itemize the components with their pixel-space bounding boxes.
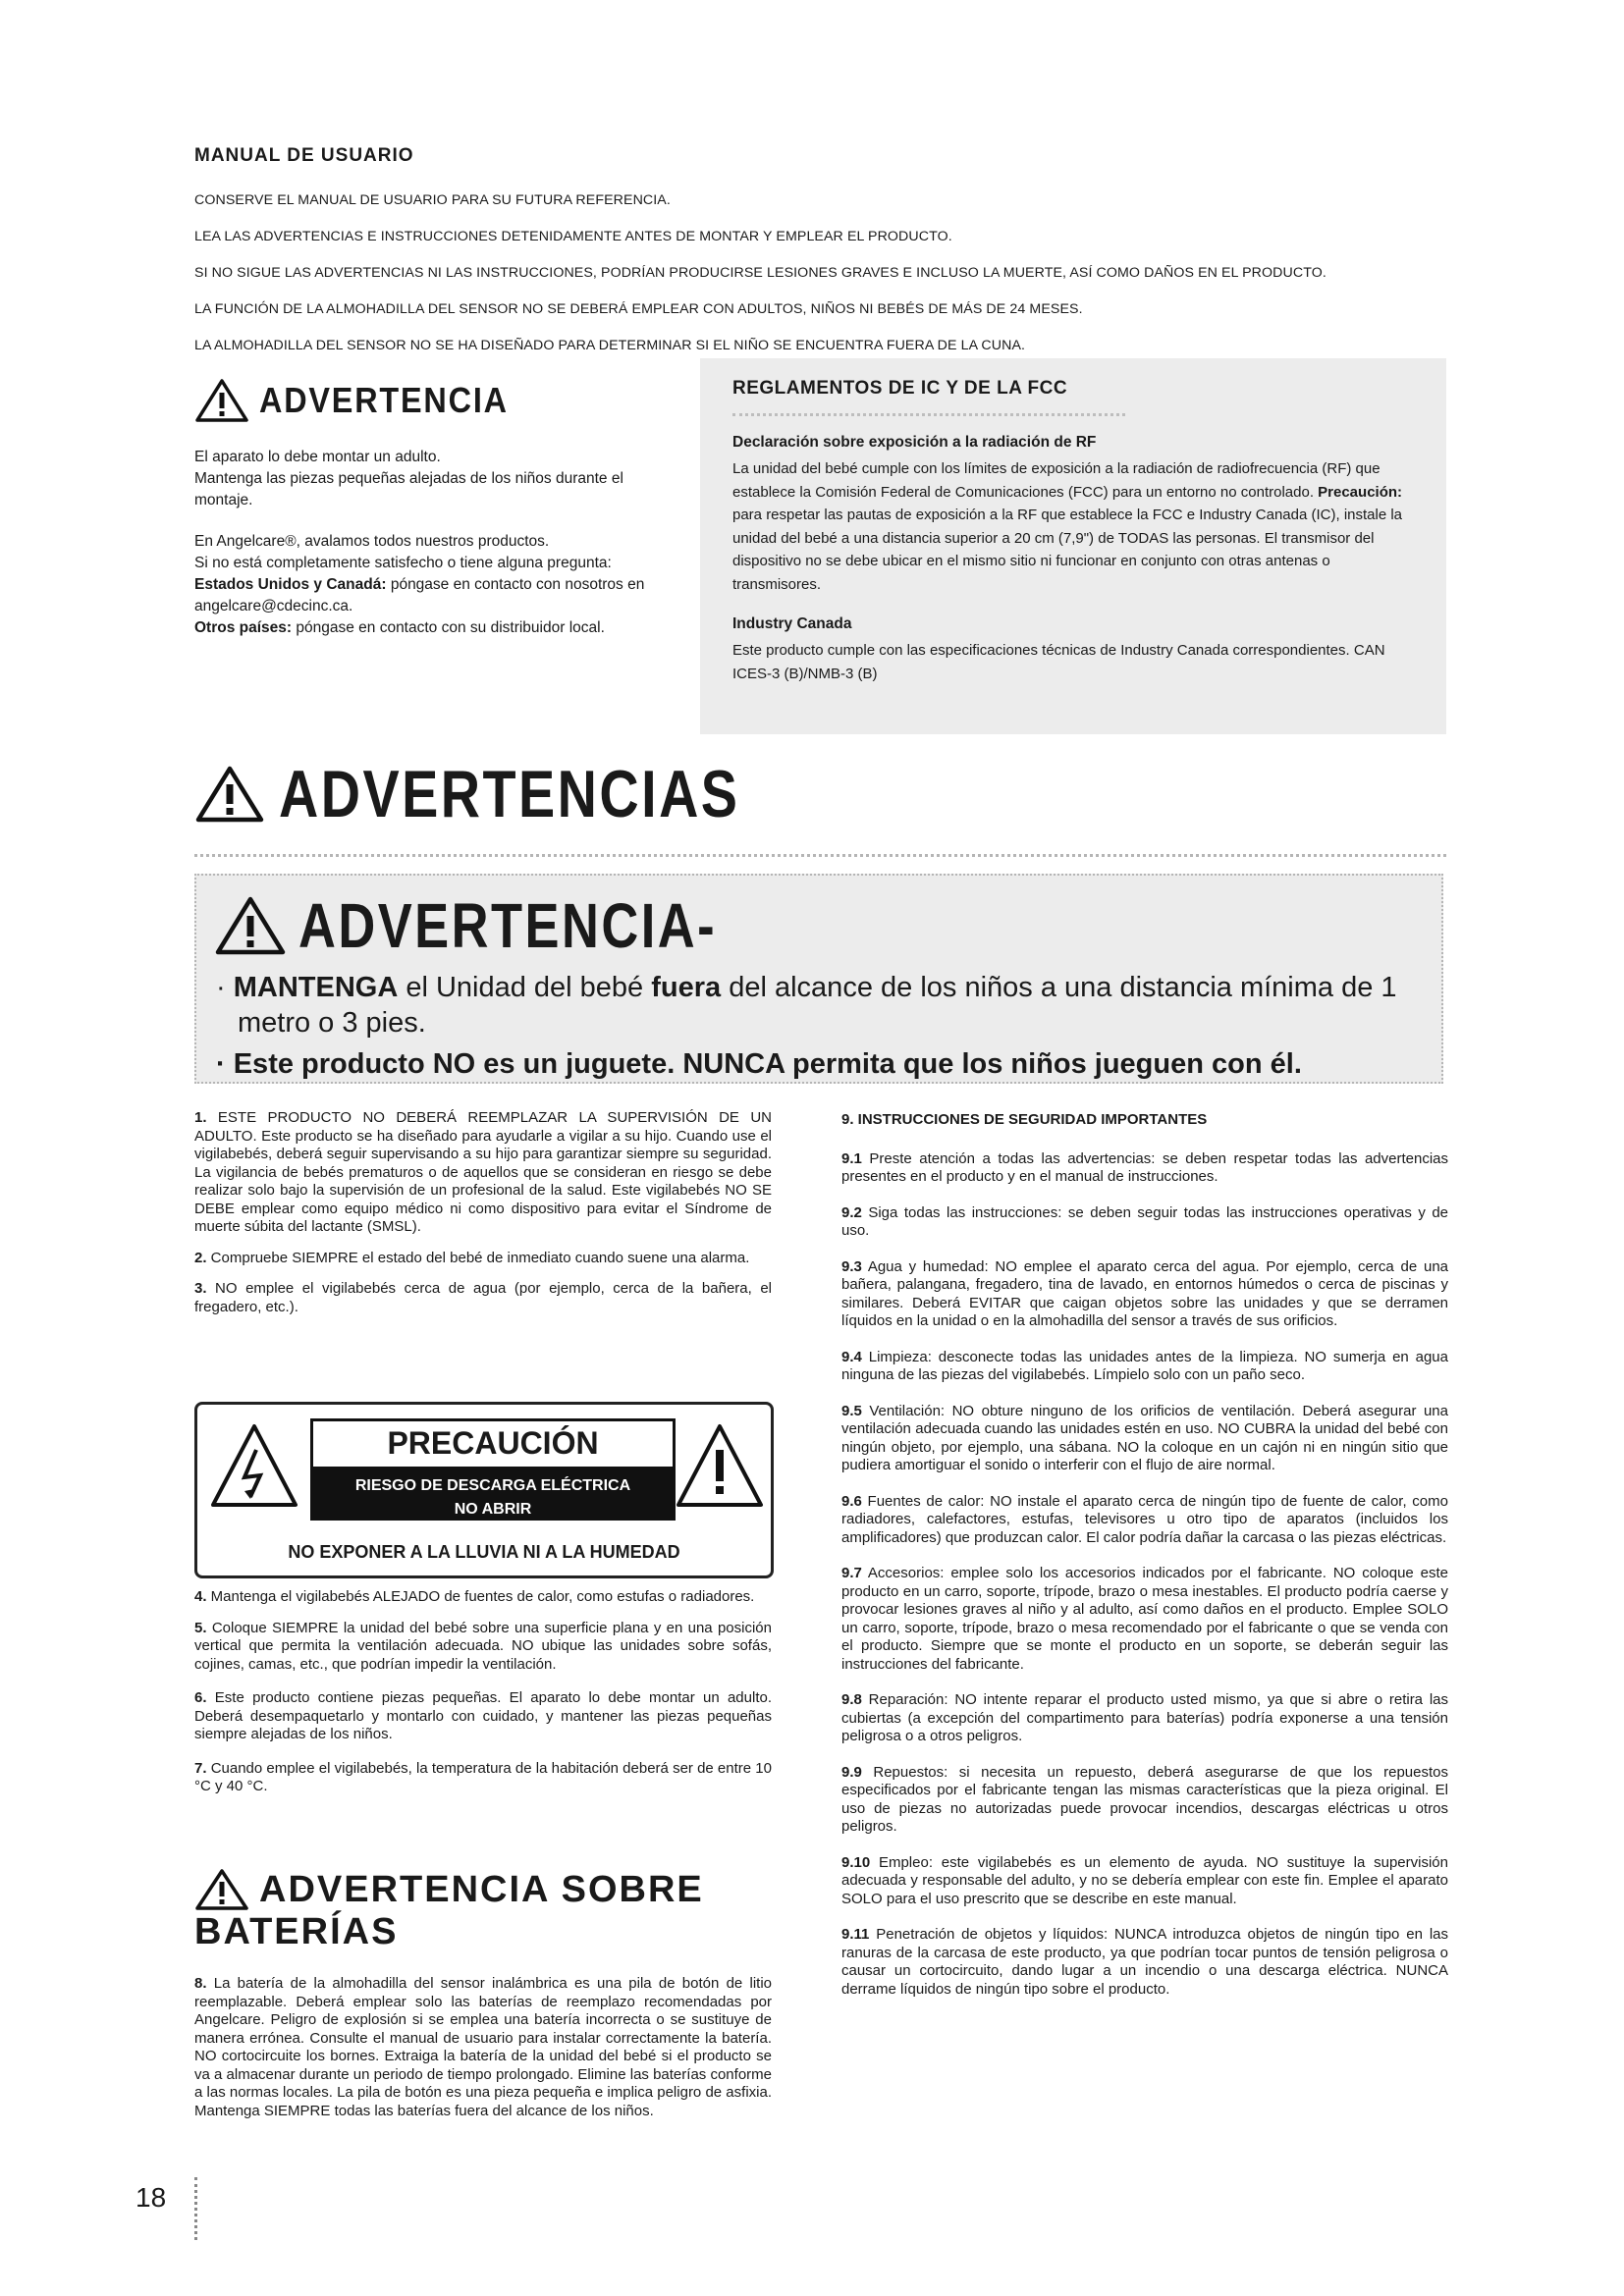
list-item: 9.8 Reparación: NO intente reparar el producto usted mismo, ya que si abre o retira las cubiertas (a excepción del compartimento para baterías) podría exponerse a una tensión peligrosa o a otros peligros. bbox=[841, 1691, 1448, 1744]
list-item: 2. Compruebe SIEMPRE el estado del bebé de inmediato cuando suene una alarma. bbox=[194, 1249, 750, 1266]
list-item: 7. Cuando emplee el vigilabebés, la temperatura de la habitación deberá ser de entre 10 °C y 40 °C. bbox=[194, 1759, 772, 1794]
list-item: 9.4 Limpieza: desconecte todas las unidades antes de la limpieza. NO sumerja en agua ninguna de las piezas del vigilabebés. Límpielo solo con un paño seco. bbox=[841, 1348, 1448, 1383]
advertencias-heading: ADVERTENCIAS bbox=[194, 756, 841, 832]
list-item: 8. La batería de la almohadilla del sensor inalámbrica es una pila de botón de litio reemplazable. Deberá emplear solo las baterías de reemplazo recomendadas por Angelcare. Peligro de explosión si se emplea una batería incorrecta o se sustituye de manera errónea. Consulte el manual de usuario para instalar correctamente la batería. NO cortocircuite los bornes. Extraiga la batería de la unidad del bebé si el producto se va a almacenar durante un periodo de tiempo prolongado. Elimine las baterías conforme a las normas locales. La pila de botón es una pieza pequeña e implica peligro de asfixia. Mantenga SIEMPRE todas las baterías fuera del alcance de los niños. bbox=[194, 1975, 772, 2119]
assembly-note: El aparato lo debe montar un adulto. Mantenga las piezas pequeñas alejadas de los niños durante el montaje. bbox=[194, 449, 623, 508]
ic-text: Este producto cumple con las especificaciones técnicas de Industry Canada correspondientes. CAN ICES-3 (B)/NMB-3 (B) bbox=[732, 642, 1385, 682]
fcc-ic-box bbox=[700, 358, 1446, 734]
header-notice bbox=[194, 183, 1461, 364]
manual-title: MANUAL DE USUARIO bbox=[194, 145, 414, 166]
safety-section-title: 9. INSTRUCCIONES DE SEGURIDAD IMPORTANTES bbox=[841, 1111, 1208, 1128]
list-item: 1. ESTE PRODUCTO NO DEBERÁ REEMPLAZAR LA SUPERVISIÓN DE UN ADULTO. Este producto se ha diseñado para ayudarle a vigilar a su hijo. Cuando use el vigilabebés, deberá seguir supervisando a su hijo para garantizar siempre su seguridad. La vigilancia de bebés prematuros o de aquellos que se consideran en riesgo se debe realizar solo bajo la supervisión de un profesional de la salud. Este vigilabebés NO SE DEBE emplear como equipo médico ni como dispositivo para evitar el Síndrome de muerte súbita del lactante (SMSL). bbox=[194, 1109, 772, 1235]
list-item: 9.6 Fuentes de calor: NO instale el aparato cerca de ningún tipo de fuente de calor, como radiadores, calefactores, estufas, televisores u otro tipo de aparatos (incluidos los amplificadores) que produzcan calor. El calor podría dañar la carcasa o las piezas eléctricas. bbox=[841, 1492, 1448, 1546]
list-item: 9.11 Penetración de objetos y líquidos: NUNCA introduzca objetos de ningún tipo en las ranuras de la carcasa de este producto, ya que podrían tocar puntos de tensión peligrosa o causar un cortocircuito, dando lugar a un incendio o una descarga eléctrica. NUNCA derrame líquidos de ningún tipo sobre el producto. bbox=[841, 1926, 1448, 1998]
right-column bbox=[841, 1111, 1448, 2016]
list-item: 6. Este producto contiene piezas pequeñas. El aparato lo debe montar un adulto. Deberá desempaquetarlo y montarlo con cuidado, y mantener las piezas pequeñas siempre alejadas de los niños. bbox=[194, 1689, 772, 1742]
divider bbox=[194, 854, 1446, 857]
header-line: LA FUNCIÓN DE LA ALMOHADILLA DEL SENSOR NO SE DEBERÁ EMPLEAR CON ADULTOS, NIÑOS NI BEBÉS DE MÁS DE 24 MESES. bbox=[194, 301, 1083, 317]
list-item: 5. Coloque SIEMPRE la unidad del bebé sobre una superficie plana y en una posición vertical que permita la ventilación adecuada. NO ubique las unidades sobre sofás, cojines, camas, etc., que podrían impedir la ventilación. bbox=[194, 1619, 772, 1673]
list-item: 9.5 Ventilación: NO obture ninguno de los orificios de ventilación. Deberá asegurar una ventilación adecuada cuando las unidades estén en uso. NO CUBRA la unidad del bebé con ningún objeto, por ejemplo, una sábana. NO la coloque en un cajón ni en ningún sitio que pudiera amortiguar el sonido o interferir con el flujo de aire normal. bbox=[841, 1402, 1448, 1473]
list-item: 9.9 Repuestos: si necesita un repuesto, deberá asegurarse de que los repuestos especificados por el fabricante tengan las mismas características que la pieza original. El uso de piezas no autorizadas puede provocar incendios, descargas eléctricas u otros peligros. bbox=[841, 1763, 1448, 1835]
advertencia-block bbox=[194, 378, 656, 639]
exclamation-triangle-icon bbox=[675, 1422, 765, 1511]
header-line: LA ALMOHADILLA DEL SENSOR NO SE HA DISEÑADO PARA DETERMINAR SI EL NIÑO SE ENCUENTRA FUERA DE LA CUNA. bbox=[194, 338, 1026, 353]
page-number-divider bbox=[194, 2177, 197, 2240]
header-line: SI NO SIGUE LAS ADVERTENCIAS NI LAS INSTRUCCIONES, PODRÍAN PRODUCIRSE LESIONES GRAVES E INCLUSO LA MUERTE, ASÍ COMO DAÑOS EN EL PRODUCTO. bbox=[194, 265, 1326, 281]
warning-box bbox=[194, 874, 1443, 1084]
warning-triangle-icon bbox=[194, 765, 265, 824]
warning-box-title: ADVERTENCIA- bbox=[298, 890, 718, 961]
list-item: 9.3 Agua y humedad: NO emplee el aparato cerca del agua. Por ejemplo, cerca de una bañera, palangana, fregadero, tina de lavado, en entornos húmedos o cerca de piscinas y similares. Deberá EVITAR que caigan objetos sobre las unidades y que se derramen líquidos en la unidad o en la almohadilla del sensor a través de sus orificios. bbox=[841, 1257, 1448, 1329]
header-line: CONSERVE EL MANUAL DE USUARIO PARA SU FUTURA REFERENCIA. bbox=[194, 192, 671, 208]
list-item: 3. NO emplee el vigilabebés cerca de agua (por ejemplo, cerca de la bañera, el fregadero, etc.). bbox=[194, 1280, 772, 1315]
warning-triangle-icon bbox=[214, 895, 287, 956]
contact-us-canada: Estados Unidos y Canadá: póngase en contacto con nosotros en angelcare@cdecinc.ca. bbox=[194, 576, 645, 614]
warning-triangle-icon bbox=[194, 378, 249, 423]
list-item: 9.10 Empleo: este vigilabebés es un elemento de ayuda. NO sustituye la supervisión adecuada y responsable del adulto, y no se debería emplear con este fin. Emplee el aparato SOLO para el uso prescrito que se describe en este manual. bbox=[841, 1853, 1448, 1907]
page-number: 18 bbox=[135, 2182, 167, 2213]
rf-text: La unidad del bebé cumple con los límites de exposición a la radiación de radiofrecuencia (RF) que establece la Comisión Federal de Comunicaciones (FCC) para un entorno no controlado. Precaución: para respetar las pautas de exposición a la RF que establece la FCC e Industry Canada (IC), instale la unidad del bebé a una distancia superior a 20 cm (7,9") de TODAS las personas. El transmisor del dispositivo no se debe ubicar en el mismo sitio ni funcionar en conjunto con otras antenas o transmisores. bbox=[732, 460, 1403, 593]
left-column-continued bbox=[194, 1588, 772, 1809]
rf-title: Declaración sobre exposición a la radiación de RF bbox=[732, 434, 1097, 451]
left-column bbox=[194, 1109, 772, 1329]
guarantee-note: En Angelcare®, avalamos todos nuestros productos. Si no está completamente satisfecho o tiene alguna pregunta: bbox=[194, 533, 612, 571]
ic-title: Industry Canada bbox=[732, 615, 852, 632]
battery-warning-heading: ADVERTENCIA SOBRE BATERÍAS bbox=[194, 1868, 704, 1952]
list-item: 9.7 Accesorios: emplee solo los accesorios indicados por el fabricante. NO coloque este producto en un carro, soporte, trípode, brazo o mesa inestables. El producto podría caerse y provocar lesiones graves al niño y al adulto, así como daños en el producto. Emplee SOLO un carro, soporte, trípode, brazo o mesa recomendado por el fabricante o que se venda con el producto. Siempre que se monte el producto en un soporte, se deberán seguir las instrucciones del fabricante. bbox=[841, 1565, 1448, 1673]
warning-bullet: · MANTENGA el Unidad del bebé fuera del alcance de los niños a una distancia mínima de 1 metro o 3 pies. bbox=[216, 972, 1397, 1039]
caution-subtitle: RIESGO DE DESCARGA ELÉCTRICA NO ABRIR bbox=[310, 1467, 676, 1521]
warning-bullet: · Este producto NO es un juguete. NUNCA permita que los niños jueguen con él. bbox=[216, 1048, 1302, 1080]
contact-other: Otros países: póngase en contacto con su distribuidor local. bbox=[194, 619, 605, 636]
electric-shock-icon bbox=[209, 1422, 299, 1511]
fcc-title: REGLAMENTOS DE IC Y DE LA FCC bbox=[732, 378, 1125, 416]
list-item: 9.2 Siga todas las instrucciones: se deben seguir todas las instrucciones operativas y de uso. bbox=[841, 1203, 1448, 1239]
advertencia-title: ADVERTENCIA bbox=[259, 380, 509, 420]
header-line: LEA LAS ADVERTENCIAS E INSTRUCCIONES DETENIDAMENTE ANTES DE MONTAR Y EMPLEAR EL PRODUCTO. bbox=[194, 229, 952, 244]
list-item: 4. Mantenga el vigilabebés ALEJADO de fuentes de calor, como estufas o radiadores. bbox=[194, 1588, 755, 1605]
caution-bottom: NO EXPONER A LA LLUVIA NI A LA HUMEDAD bbox=[288, 1542, 680, 1562]
list-item: 9.1 Preste atención a todas las advertencias: se deben respetar todas las advertencias presentes en el producto y en el manual de instrucciones. bbox=[841, 1149, 1448, 1185]
caution-label bbox=[194, 1402, 774, 1578]
battery-text bbox=[194, 1975, 772, 2133]
warning-triangle-icon bbox=[194, 1868, 249, 1911]
caution-title: PRECAUCIÓN bbox=[310, 1418, 676, 1467]
